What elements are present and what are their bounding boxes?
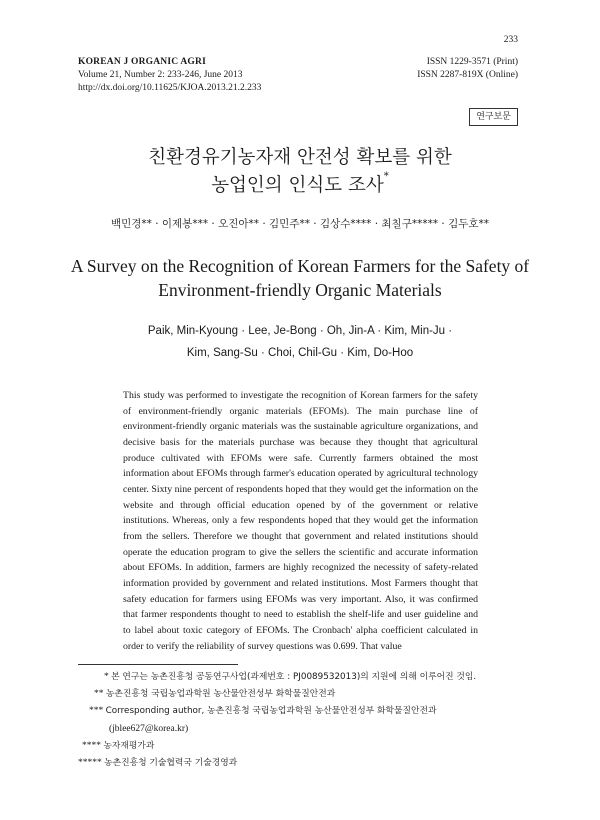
english-title-line2: Environment-friendly Organic Materials xyxy=(158,280,442,300)
korean-title-line1: 친환경유기농자재 안전성 확보를 위한 xyxy=(148,147,452,168)
footnotes xyxy=(78,669,548,772)
footnote-text: Corresponding author, 농촌진흥청 국립농업과학원 농산물안전성부 화학물질안전과 xyxy=(105,706,437,717)
english-title xyxy=(0,254,600,302)
korean-title-line2 xyxy=(0,172,600,200)
footnote-item xyxy=(78,703,548,720)
footnote-mark: * xyxy=(104,672,109,682)
footnote-text: 농자재평가과 xyxy=(103,740,155,751)
footnote-item xyxy=(78,686,548,703)
footnote-text: (jblee627@korea.kr) xyxy=(109,723,189,734)
english-authors-line1: Paik, Min-Kyoung · Lee, Je-Bong · Oh, Jin-A · Kim, Min-Ju · xyxy=(147,325,453,337)
issn-print: ISSN 1229-3571 (Print) xyxy=(426,57,518,67)
journal-name: KOREAN J ORGANIC AGRI xyxy=(78,57,206,67)
journal-header xyxy=(78,56,261,95)
footnote-mark: **** xyxy=(82,740,101,751)
issn-online: ISSN 2287-819X (Online) xyxy=(417,70,518,80)
abstract-text: This study was performed to investigate the recognition of Korean farmers for the safety of environment-friendly organic materials (EFOMs). The main purchase line of environment-friendly organic materials was the sustainable agriculture organizations, and decisive basis for the materials purchase was because they thought that agricultural produce cultivated with EFOMs were safe. Currently farmers obtained the most information about EFOMs through farmer's education operated by agricultural technology center. Sixty nine percent of respondents hoped that they would get the information on the website and through official education opened by of the government or relative institutions. Whereas, only a few respondents hoped that they would get the information from the sellers. Therefore we thought that government and related institutions should operate the education program to give the sellers the scientific and accurate information about EFOMs. In addition, farmers are highly recognized the necessity of safety-related information provided by government and related institutions. Most Farmers thought that safety education for farmers using EFOMs was very important. Also, it was confirmed that farmer respondents thought to need to establish the shelf-life and user guideline and to label about toxic category of EFOMs. The Cronbach' alpha coefficient calculated in order to verify the reliability of survey questions was 0.699. That value xyxy=(123,390,478,652)
doi-link[interactable]: http://dx.doi.org/10.11625/KJOA.2013.21.2.233 xyxy=(78,83,262,93)
footnote-mark: ** xyxy=(94,689,104,700)
korean-title-line2-text: 농업인의 인식도 조사 xyxy=(211,175,384,196)
footnote-text: 농촌진흥청 국립농업과학원 농산물안전성부 화학물질안전과 xyxy=(105,689,336,700)
title-footnote-mark: * xyxy=(383,171,389,182)
english-authors xyxy=(0,320,600,364)
footnote-item xyxy=(78,738,548,755)
english-title-line1: A Survey on the Recognition of Korean Farmers for the Safety of xyxy=(70,256,530,276)
footnote-item xyxy=(78,721,548,738)
korean-authors: 백민경** · 이제봉*** · 오진아** · 김민주** · 김상수**** · 최칠구***** · 김두호** xyxy=(110,218,490,230)
page-number: 233 xyxy=(503,35,518,45)
issn-block xyxy=(417,34,518,82)
footnote-item xyxy=(78,755,548,772)
footnote-item xyxy=(78,669,548,686)
korean-title xyxy=(0,144,600,200)
article-type-badge: 연구보문 xyxy=(469,108,518,126)
footnote-divider xyxy=(78,664,238,665)
footnote-text: 본 연구는 농촌진흥청 공동연구사업(과제번호 : PJ0089532013)의 지원에 의해 이루어진 것임. xyxy=(111,672,477,682)
footnote-mark: ***** xyxy=(78,758,102,769)
volume-info: Volume 21, Number 2: 233-246, June 2013 xyxy=(78,70,243,80)
footnote-mark: *** xyxy=(89,706,104,717)
english-authors-line2: Kim, Sang-Su · Choi, Chil-Gu · Kim, Do-Hoo xyxy=(186,347,414,359)
footnote-text: 농촌진흥청 기술협력국 기술경영과 xyxy=(104,758,238,769)
